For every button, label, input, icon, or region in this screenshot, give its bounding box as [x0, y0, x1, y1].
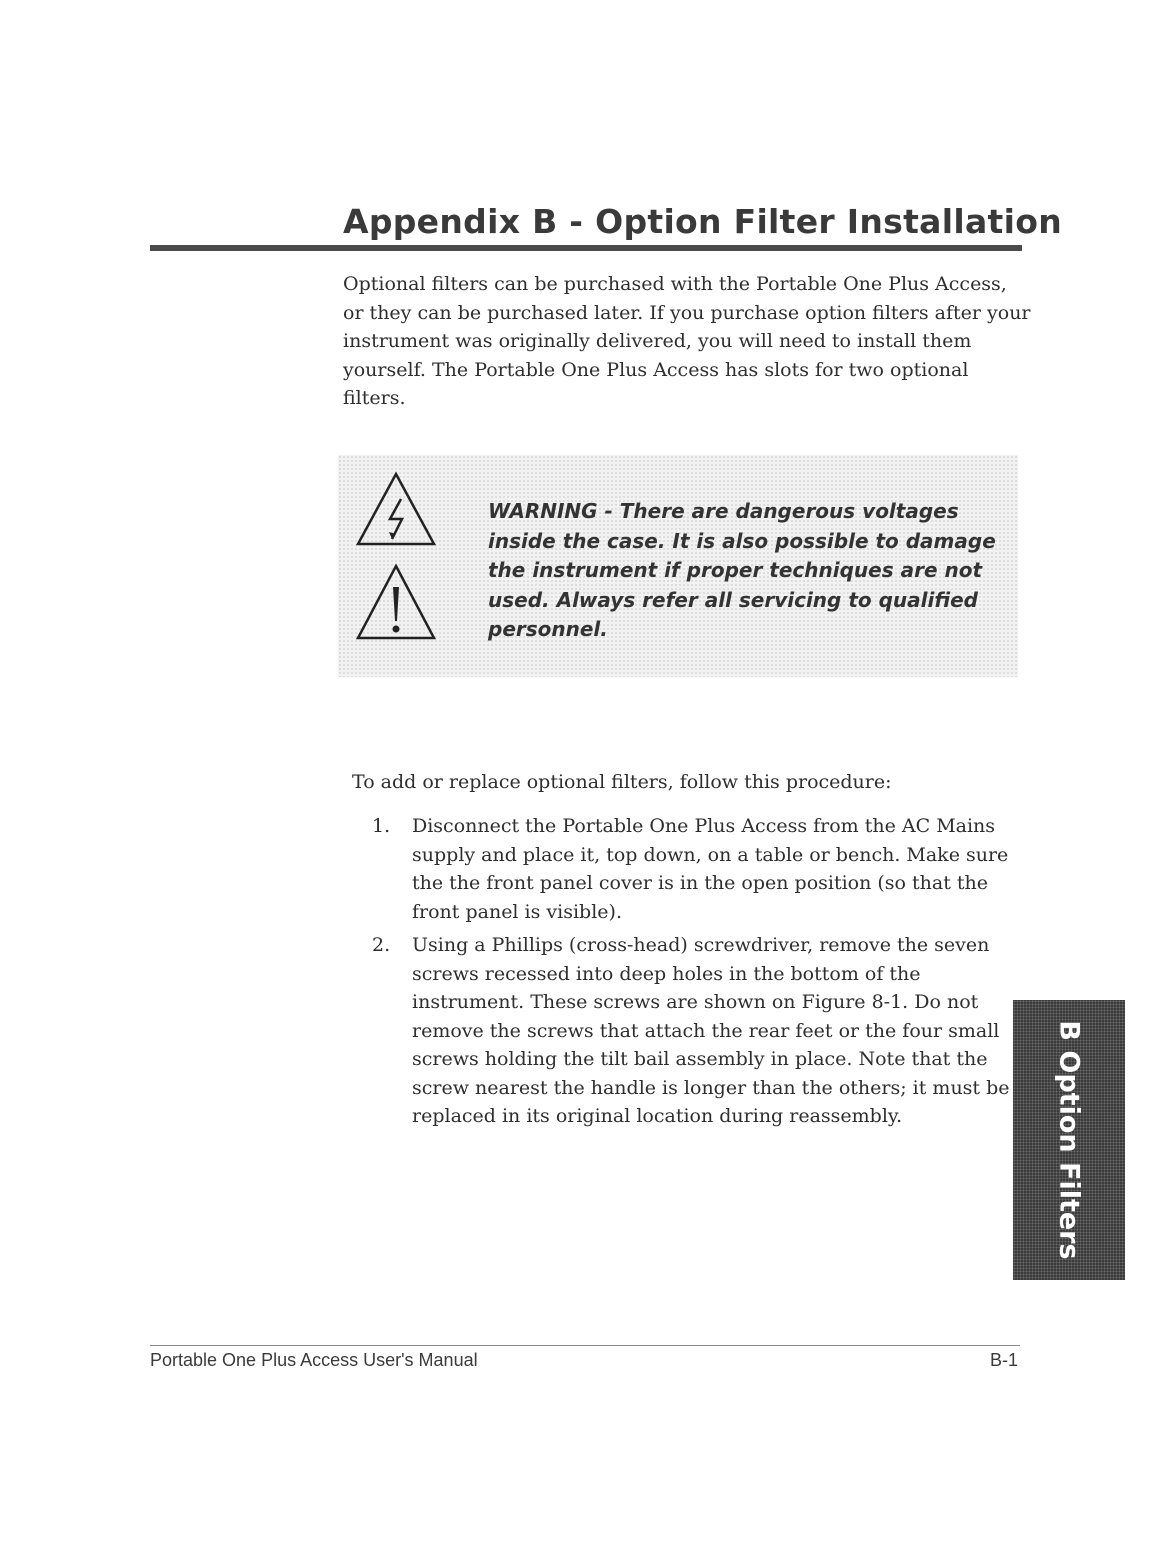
footer-divider [150, 1345, 1020, 1346]
intro-paragraph: Optional filters can be purchased with the Portable One Plus Access, or they can be purchased later. If you purchase option filters after your instrument was originally delivered, you will need to install them yourself. The Portable One Plus Access has slots for two optional filters. [343, 273, 1031, 409]
procedure-steps [372, 812, 1037, 1136]
footer-manual-title: Portable One Plus Access User's Manual [150, 1350, 478, 1370]
step-text: Disconnect the Portable One Plus Access from the AC Mains supply and place it, top down, on a table or bench. Make sure the the front panel cover is in the open position (so that the front panel is visible). [412, 815, 1009, 923]
step-text: Using a Phillips (cross-head) screwdriver, remove the seven screws recessed into deep holes in the bottom of the instrument. These screws are shown on Figure 8-1. Do not remove the screws that attach the rear feet or the four small screws holding the tilt bail assembly in place. Note that the screw nearest the handle is longer than the others; it must be replaced in its original location during reassembly. [412, 934, 1010, 1127]
warning-text: WARNING - There are dangerous voltages inside the case. It is also possible to damage the instrument if proper techniques are not used. Always refer all servicing to qualified personnel. [488, 499, 996, 641]
step-number: 1. [372, 815, 391, 837]
section-side-tab [1013, 1000, 1125, 1280]
warning-box [338, 455, 1018, 677]
footer-page-number: B-1 [990, 1350, 1019, 1370]
side-tab-label: B Option Filters [1053, 1020, 1085, 1260]
procedure-step [372, 812, 1037, 926]
high-voltage-warning-icon [355, 471, 437, 547]
exclamation-warning-icon [355, 563, 437, 641]
procedure-intro: To add or replace optional filters, follow this procedure: [352, 771, 892, 793]
title-underline [150, 245, 1022, 251]
page-title: Appendix B - Option Filter Installation [343, 202, 1062, 241]
procedure-step [372, 931, 1037, 1131]
step-number: 2. [372, 934, 391, 956]
